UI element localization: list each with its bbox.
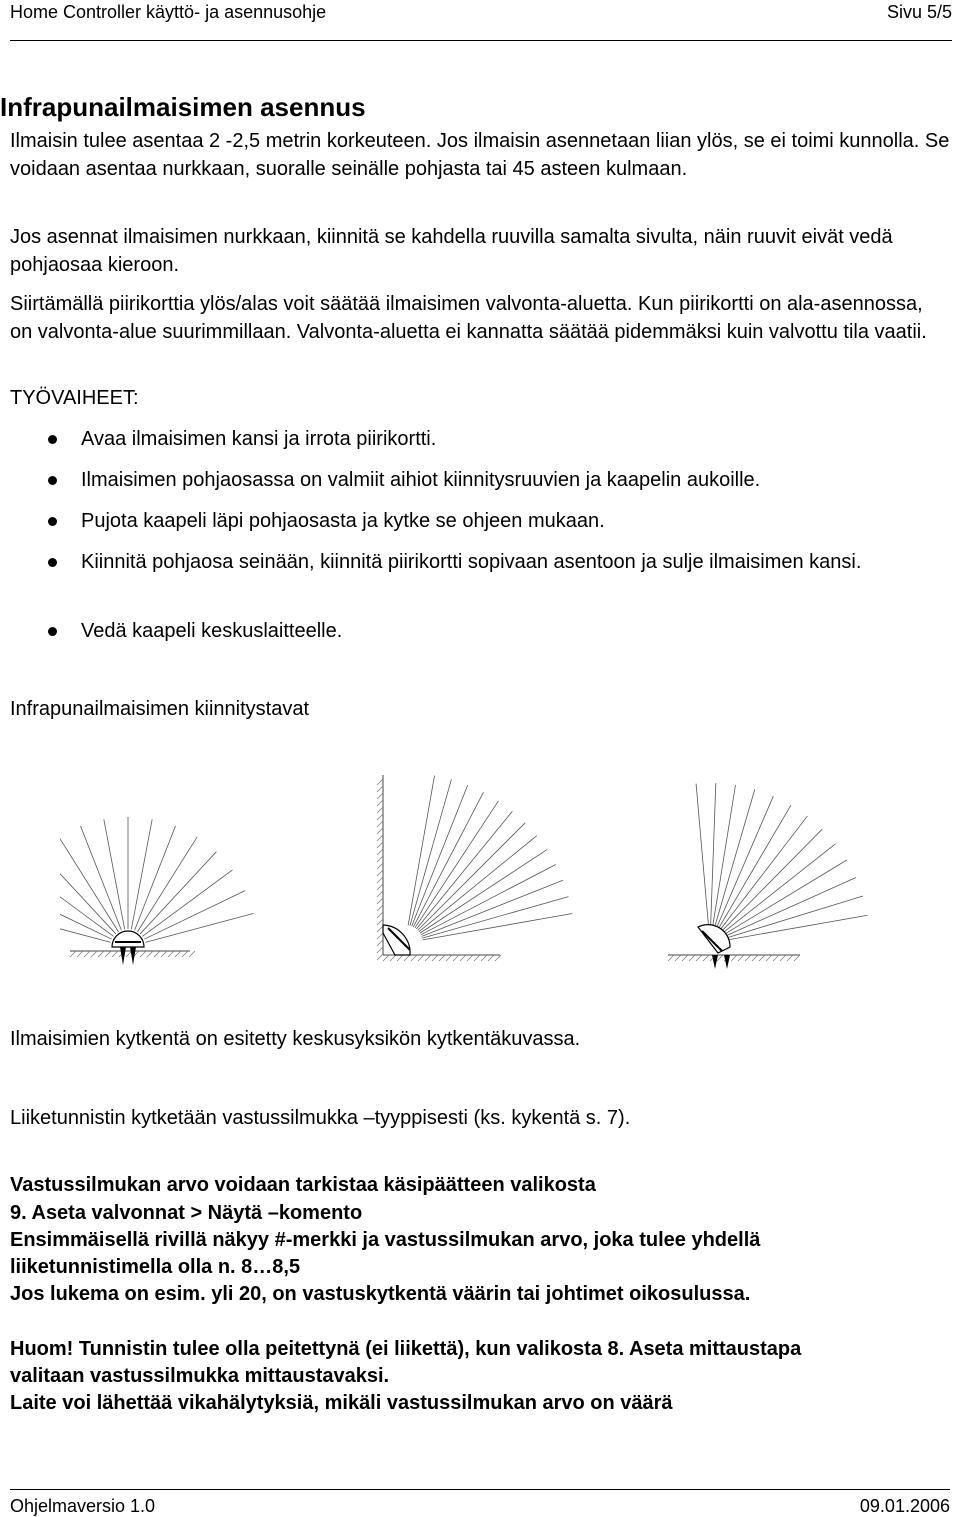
wall-hatch: [105, 951, 111, 957]
wall-hatch: [98, 951, 104, 957]
mounting-title: Infrapunailmaisimen kiinnitystavat: [10, 698, 310, 720]
detection-ray: [140, 852, 216, 934]
wall-hatch: [77, 951, 83, 957]
bold-line: liiketunnistimella olla n. 8…8,5: [10, 1256, 301, 1278]
wall-hatch: [773, 955, 779, 961]
wall-hatch: [488, 955, 494, 961]
wall-hatch: [147, 951, 153, 957]
wall-hatch: [377, 940, 383, 946]
wall-hatch: [689, 955, 695, 961]
wall-hatch: [738, 955, 744, 961]
wall-hatch: [467, 955, 473, 961]
wall-hatch: [377, 877, 383, 883]
wall-hatch: [377, 807, 383, 813]
wall-hatch: [377, 954, 383, 960]
detection-ray: [725, 860, 846, 934]
wall-hatch: [675, 955, 681, 961]
wall-hatch: [717, 955, 723, 961]
bullet-icon: [48, 558, 60, 570]
wall-hatch: [377, 926, 383, 932]
wall-hatch: [377, 947, 383, 953]
wall-hatch: [377, 821, 383, 827]
wall-hatch: [383, 955, 389, 961]
wall-hatch: [696, 955, 702, 961]
bold-line: Jos lukema on esim. yli 20, on vastuskytkentä väärin tai johtimet oikosulussa.: [10, 1283, 751, 1305]
wall-hatch: [377, 814, 383, 820]
bullet-icon: [48, 517, 60, 529]
wall-hatch: [377, 912, 383, 918]
wall-hatch: [377, 905, 383, 911]
wall-hatch: [84, 951, 90, 957]
detection-ray: [727, 896, 863, 938]
detection-ray: [721, 816, 807, 929]
wall-hatch: [140, 951, 146, 957]
wall-hatch: [154, 951, 160, 957]
wall-hatch: [377, 779, 383, 785]
sensor-body: [112, 931, 144, 947]
detection-ray: [418, 823, 525, 930]
wall-hatch: [766, 955, 772, 961]
detection-ray: [145, 913, 253, 942]
wall-hatch: [495, 955, 501, 961]
wall-hatch: [397, 955, 403, 961]
mounting-diagram: [60, 765, 920, 985]
wall-hatch: [377, 793, 383, 799]
bullet-icon: [48, 627, 60, 639]
wall-hatch: [377, 884, 383, 890]
page-number: Sivu 5/5: [886, 2, 952, 22]
steps-title: TYÖVAIHEET:: [10, 387, 139, 409]
detection-ray: [724, 844, 835, 932]
bullet-icon: [48, 435, 60, 447]
detection-ray: [728, 915, 868, 940]
bold-line: Ensimmäisellä rivillä näkyy #-merkki ja vastussilmukan arvo, joka tulee yhdellä: [10, 1229, 761, 1251]
page-header: [10, 0, 952, 41]
paragraph-adjust: Siirtämällä piirikorttia ylös/alas voit säätää ilmaisimen valvonta-aluetta. Kun piirikortti on ala-asennossa, on valvonta-alue suurimmillaan. Valvonta-aluetta ei kannatta säätää pidemmäksi kuin valvottu tila vaatii.: [10, 293, 927, 343]
wall-hatch: [377, 828, 383, 834]
note-line: valitaan vastussilmukka mittaustavaksi.: [10, 1365, 390, 1387]
detection-ray: [719, 805, 791, 927]
step-item: Vedä kaapeli keskuslaitteelle.: [81, 620, 343, 642]
wall-hatch: [787, 955, 793, 961]
note-line: Huom! Tunnistin tulee olla peitettynä (ei liikettä), kun valikosta 8. Aseta mittaustapa: [10, 1338, 802, 1360]
screw-icon: [120, 947, 136, 965]
wall-hatch: [418, 955, 424, 961]
step-item: Pujota kaapeli läpi pohjaosasta ja kytke se ohjeen mukaan.: [81, 510, 605, 532]
step-item: Kiinnitä pohjaosa seinään, kiinnitä piirikortti sopivaan asentoon ja sulje ilmaisimen kansi.: [81, 551, 862, 573]
wall-hatch: [377, 842, 383, 848]
wall-hatch: [731, 955, 737, 961]
sensor-body: [698, 925, 730, 953]
wall-hatch: [474, 955, 480, 961]
wall-hatch: [377, 863, 383, 869]
bold-line: 9. Aseta valvonnat > Näytä –komento: [10, 1202, 363, 1224]
wall-hatch: [377, 800, 383, 806]
wall-hatch: [112, 951, 118, 957]
document-date: 09.01.2006: [859, 1496, 950, 1516]
wall-hatch: [70, 951, 76, 957]
step-item: Avaa ilmaisimen kansi ja irrota piirikortti.: [81, 428, 437, 450]
wall-hatch: [752, 955, 758, 961]
detection-ray: [696, 784, 708, 925]
wall-hatch: [161, 951, 167, 957]
wall-hatch: [460, 955, 466, 961]
detection-ray: [60, 852, 116, 934]
wall-hatch: [703, 955, 709, 961]
wall-hatch: [175, 951, 181, 957]
step-item: Ilmaisimen pohjaosassa on valmiit aihiot kiinnitysruuvien ja kaapelin aukoille.: [81, 469, 761, 491]
detection-ray: [715, 789, 755, 925]
software-version: Ohjelmaversio 1.0: [10, 1496, 156, 1516]
wall-hatch: [377, 786, 383, 792]
wall-hatch: [377, 919, 383, 925]
paragraph-height: Ilmaisin tulee asentaa 2 -2,5 metrin korkeuteen. Jos ilmaisin asennetaan liian ylös, se ei toimi kunnolla. Se voidaan asentaa nurkkaan, suoralle seinälle pohjasta tai 45 asteen kulmaan.: [10, 130, 950, 180]
wall-hatch: [759, 955, 765, 961]
note-line: Laite voi lähettää vikahälytyksiä, mikäli vastussilmukan arvo on väärä: [10, 1392, 673, 1414]
wall-hatch: [404, 955, 410, 961]
angle-mount-diagram: [668, 783, 868, 969]
wall-hatch: [377, 856, 383, 862]
detection-ray: [713, 785, 736, 925]
wall-hatch: [377, 933, 383, 939]
wiring-note: Ilmaisimien kytkentä on esitetty keskusyksikön kytkentäkuvassa.: [10, 1028, 581, 1050]
wall-hatch: [794, 955, 800, 961]
section-heading: Infrapunailmaisimen asennus: [0, 92, 366, 122]
wall-hatch: [780, 955, 786, 961]
wall-hatch: [439, 955, 445, 961]
wall-hatch: [432, 955, 438, 961]
wall-hatch: [377, 870, 383, 876]
wall-mount-diagram: [60, 817, 254, 965]
bullet-icon: [48, 476, 60, 488]
wall-hatch: [390, 955, 396, 961]
wall-hatch: [182, 951, 188, 957]
page-footer: [10, 1489, 950, 1516]
document-title: Home Controller käyttö- ja asennusohje: [10, 2, 327, 22]
motion-sensor-note: Liiketunnistin kytketään vastussilmukka –tyyppisesti (ks. kykentä s. 7).: [10, 1107, 631, 1129]
sensor-body: [383, 925, 410, 955]
wall-hatch: [168, 951, 174, 957]
bold-line: Vastussilmukan arvo voidaan tarkistaa käsipäätteen valikosta: [10, 1174, 596, 1196]
detection-ray: [711, 783, 716, 925]
wall-hatch: [453, 955, 459, 961]
wall-hatch: [189, 951, 195, 957]
wall-hatch: [446, 955, 452, 961]
wall-hatch: [668, 955, 674, 961]
wall-hatch: [377, 898, 383, 904]
paragraph-corner: Jos asennat ilmaisimen nurkkaan, kiinnitä se kahdella ruuvilla samalta sivulta, näin ruuvit eivät vedä pohjaosaa kieroon.: [10, 226, 893, 276]
wall-hatch: [377, 891, 383, 897]
wall-hatch: [411, 955, 417, 961]
wall-hatch: [377, 849, 383, 855]
wall-hatch: [481, 955, 487, 961]
detection-ray: [60, 891, 112, 940]
wall-hatch: [377, 835, 383, 841]
wall-hatch: [425, 955, 431, 961]
wall-hatch: [91, 951, 97, 957]
wall-hatch: [745, 955, 751, 961]
corner-mount-diagram: [377, 775, 572, 961]
wall-hatch: [682, 955, 688, 961]
